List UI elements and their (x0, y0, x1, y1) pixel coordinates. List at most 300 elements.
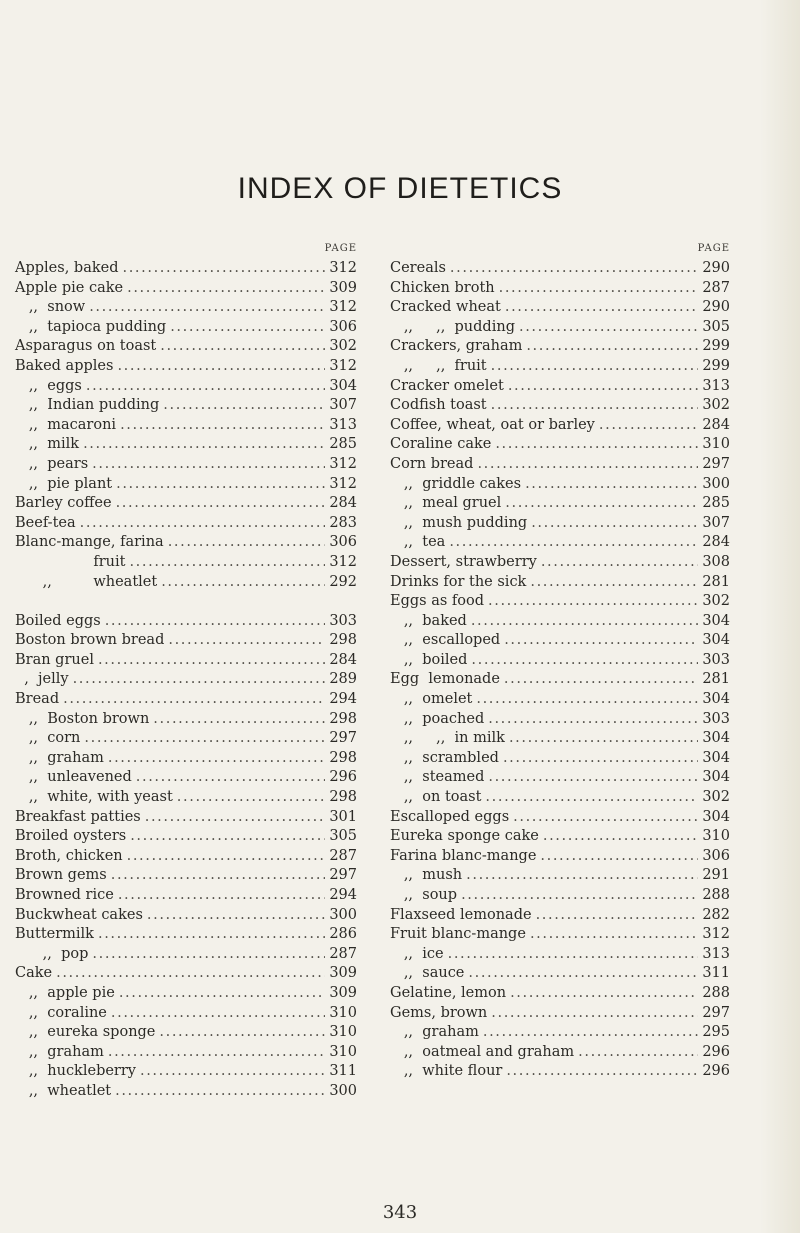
entry-page-number: 304 (702, 691, 730, 708)
index-entry (15, 690, 357, 710)
index-entry (15, 1043, 357, 1063)
dot-leader (84, 729, 325, 749)
index-entry (390, 964, 730, 984)
entry-page-number: 284 (702, 534, 730, 551)
entry-page-number: 310 (329, 1004, 357, 1021)
entry-page-number: 310 (702, 436, 730, 453)
entry-page-number: 284 (329, 495, 357, 512)
index-entry (15, 318, 357, 338)
entry-label: Eggs as food (390, 593, 485, 610)
index-entry (390, 494, 730, 514)
entry-page-number: 297 (702, 1004, 730, 1021)
index-entry (390, 1004, 730, 1024)
entry-page-number: 296 (702, 1043, 730, 1060)
entry-label: Crackers, graham (390, 338, 523, 355)
entry-page-number: 301 (329, 808, 357, 825)
index-entry (390, 945, 730, 965)
dot-leader (504, 631, 698, 651)
page-column-header: PAGE (324, 243, 357, 254)
entry-page-number: 300 (329, 1082, 357, 1099)
index-entry (15, 670, 357, 690)
index-entry (15, 435, 357, 455)
entry-page-number: 281 (702, 573, 730, 590)
dot-leader (471, 651, 698, 671)
dot-leader (530, 573, 698, 593)
entry-label: ,, oatmeal and graham (390, 1043, 575, 1060)
entry-label: Coffee, wheat, oat or barley (390, 416, 595, 433)
dot-leader (147, 906, 325, 926)
dot-leader (83, 435, 325, 455)
entry-page-number: 288 (702, 984, 730, 1001)
entry-label: Gelatine, lemon (390, 984, 507, 1001)
dot-leader (504, 670, 698, 690)
entry-page-number: 287 (702, 279, 730, 296)
index-entry (390, 651, 730, 671)
entry-page-number: 302 (329, 338, 357, 355)
entry-label: Boiled eggs (15, 612, 101, 629)
entry-page-number: 304 (702, 612, 730, 629)
entry-page-number: 305 (329, 828, 357, 845)
dot-leader (117, 357, 325, 377)
entry-page-number: 312 (329, 357, 357, 374)
dot-leader (140, 1062, 325, 1082)
entry-label: ,, eggs (15, 377, 82, 394)
index-entry (15, 494, 357, 514)
dot-leader (108, 1043, 325, 1063)
entry-label: Corn bread (390, 455, 474, 472)
index-entry (390, 592, 730, 612)
dot-leader (98, 651, 325, 671)
index-entry (15, 768, 357, 788)
index-entry (15, 514, 357, 534)
index-entry (15, 964, 357, 984)
entry-page-number: 303 (702, 710, 730, 727)
entry-label: ,, macaroni (15, 416, 117, 433)
dot-leader (513, 808, 698, 828)
entry-label: ,, pears (15, 455, 89, 472)
entry-label: ,, boiled (390, 651, 468, 668)
entry-page-number: 298 (329, 632, 357, 649)
index-entry (15, 553, 357, 573)
index-entry (390, 886, 730, 906)
dot-leader (105, 612, 326, 632)
entry-page-number: 287 (329, 847, 357, 864)
entry-label: Cracked wheat (390, 299, 501, 316)
entry-page-number: 304 (702, 769, 730, 786)
entry-label: ,, ,, pudding (390, 318, 515, 335)
dot-leader (80, 514, 326, 534)
entry-label: Apples, baked (15, 260, 119, 276)
entry-page-number: 306 (329, 534, 357, 551)
entry-label: Barley coffee (15, 495, 112, 512)
dot-leader (466, 866, 698, 886)
entry-label: ,, white, with yeast (15, 789, 173, 806)
entry-label: ,, tapioca pudding (15, 318, 167, 335)
index-entry (15, 631, 357, 651)
index-entry (390, 1043, 730, 1063)
entry-page-number: 284 (702, 416, 730, 433)
entry-page-number: 302 (702, 593, 730, 610)
index-entry (390, 298, 730, 318)
dot-leader (510, 984, 698, 1004)
index-column-right (390, 243, 730, 1082)
dot-leader (530, 925, 698, 945)
index-entry (15, 788, 357, 808)
index-entry (15, 298, 357, 318)
index-entry (390, 788, 730, 808)
index-entry (390, 690, 730, 710)
dot-leader (508, 377, 699, 397)
dot-leader (491, 396, 699, 416)
entry-page-number: 312 (329, 299, 357, 316)
dot-leader (468, 964, 698, 984)
dot-leader (526, 337, 698, 357)
entry-label: Cake (15, 965, 53, 982)
entry-page-number: 285 (329, 436, 357, 453)
index-entry (390, 749, 730, 769)
entry-page-number: 304 (702, 808, 730, 825)
dot-leader (145, 808, 326, 828)
entry-label: ,, white flour (390, 1063, 503, 1080)
entry-page-number: 310 (329, 1024, 357, 1041)
index-entry (15, 1062, 357, 1082)
entry-label: Flaxseed lemonade (390, 906, 532, 923)
entry-label: Cereals (390, 260, 446, 276)
dot-leader (491, 1004, 698, 1024)
entry-page-number: 290 (702, 260, 730, 276)
entry-label: Beef-tea (15, 514, 76, 531)
dot-leader (505, 494, 698, 514)
dot-leader (531, 514, 698, 534)
dot-leader (503, 749, 698, 769)
entry-page-number: 308 (702, 553, 730, 570)
entry-page-number: 298 (329, 789, 357, 806)
entry-label: Drinks for the sick (390, 573, 527, 590)
entry-page-number: 298 (329, 710, 357, 727)
dot-leader (540, 847, 698, 867)
dot-leader (491, 357, 699, 377)
index-entry (390, 475, 730, 495)
entry-label: ,, coraline (15, 1004, 107, 1021)
dot-leader (116, 494, 326, 514)
entry-page-number: 304 (702, 632, 730, 649)
dot-leader (168, 533, 326, 553)
dot-leader (63, 690, 325, 710)
entry-label: Apple pie cake (15, 279, 124, 296)
entry-label: , jelly (15, 671, 69, 688)
entry-label: Egg lemonade (390, 671, 500, 688)
dot-leader (159, 1023, 325, 1043)
entry-page-number: 299 (702, 357, 730, 374)
index-entry (390, 768, 730, 788)
index-entry (15, 1082, 357, 1102)
dot-leader (477, 455, 698, 475)
index-entry (390, 847, 730, 867)
dot-leader (127, 847, 326, 867)
entry-page-number: 297 (329, 730, 357, 747)
entry-label: ,, eureka sponge (15, 1024, 156, 1041)
index-entry (390, 533, 730, 553)
entry-page-number: 309 (329, 279, 357, 296)
entry-page-number: 297 (329, 867, 357, 884)
entry-page-number: 312 (329, 260, 357, 276)
entry-label: ,, mush pudding (390, 514, 528, 531)
entry-page-number: 312 (329, 553, 357, 570)
index-entry (390, 553, 730, 573)
entry-page-number: 309 (329, 965, 357, 982)
entry-label: Chicken broth (390, 279, 495, 296)
entry-label: ,, graham (15, 1043, 104, 1060)
entry-label: ,, meal gruel (390, 495, 502, 512)
index-entry (390, 866, 730, 886)
entry-label: ,, snow (15, 299, 86, 316)
index-entry-list (15, 259, 357, 1102)
entry-page-number: 303 (702, 651, 730, 668)
index-entry (390, 396, 730, 416)
dot-leader (111, 866, 326, 886)
index-entry (390, 514, 730, 534)
dot-leader (168, 631, 325, 651)
index-entry (15, 612, 357, 632)
entry-label: Browned rice (15, 887, 114, 903)
dot-leader (136, 768, 326, 788)
dot-leader (89, 298, 325, 318)
index-entry (390, 337, 730, 357)
index-entry (390, 631, 730, 651)
entry-page-number: 283 (329, 514, 357, 531)
index-entry (15, 827, 357, 847)
entry-label: Baked apples (15, 357, 114, 374)
entry-page-number: 285 (702, 495, 730, 512)
dot-leader (485, 788, 698, 808)
index-entry (390, 925, 730, 945)
entry-page-number: 296 (702, 1063, 730, 1080)
entry-label: Asparagus on toast (15, 338, 157, 355)
entry-label: ,, omelet (390, 691, 473, 708)
index-entry (15, 416, 357, 436)
entry-page-number: 284 (329, 651, 357, 668)
index-entry (390, 259, 730, 279)
index-entry (15, 259, 357, 279)
dot-leader (130, 827, 325, 847)
dot-leader (120, 416, 325, 436)
index-entry (15, 710, 357, 730)
dot-leader (488, 768, 698, 788)
index-entry (390, 455, 730, 475)
entry-page-number: 297 (702, 455, 730, 472)
entry-label: ,, ice (390, 945, 444, 962)
entry-label: ,, apple pie (15, 984, 115, 1001)
dot-leader (116, 475, 325, 495)
dot-leader (161, 573, 325, 593)
entry-page-number: 313 (329, 416, 357, 433)
index-entry (15, 377, 357, 397)
entry-page-number: 300 (702, 475, 730, 492)
entry-page-number: 294 (329, 887, 357, 903)
entry-label: ,, wheatlet (15, 1082, 112, 1099)
dot-leader (488, 710, 698, 730)
entry-label: ,, Boston brown (15, 710, 150, 727)
entry-label: ,, graham (15, 749, 104, 766)
entry-label: Gems, brown (390, 1004, 488, 1021)
dot-leader (160, 337, 325, 357)
entry-label: Boston brown bread (15, 632, 165, 649)
entry-page-number: 291 (702, 867, 730, 884)
entry-page-number: 306 (702, 847, 730, 864)
entry-label: Cracker omelet (390, 377, 504, 394)
entry-label: ,, baked (390, 612, 467, 629)
entry-page-number: 313 (702, 945, 730, 962)
entry-label: Farina blanc-mange (390, 847, 537, 864)
entry-label: Dessert, strawberry (390, 553, 537, 570)
index-entry (15, 1004, 357, 1024)
page-column-header: PAGE (697, 243, 730, 254)
entry-label: ,, milk (15, 436, 80, 453)
index-entry (390, 1023, 730, 1043)
entry-page-number: 282 (702, 906, 730, 923)
entry-page-number: 311 (702, 965, 730, 982)
entry-label: ,, Indian pudding (15, 397, 160, 414)
entry-label: Bran gruel (15, 651, 94, 668)
dot-leader (170, 318, 325, 338)
entry-label: ,, on toast (390, 789, 482, 806)
index-entry (390, 808, 730, 828)
index-entry (390, 318, 730, 338)
entry-label: Codfish toast (390, 397, 487, 414)
entry-page-number: 305 (702, 318, 730, 335)
dot-leader (111, 1004, 325, 1024)
entry-label: ,, sauce (390, 965, 465, 982)
dot-leader (578, 1043, 698, 1063)
entry-label: ,, soup (390, 887, 458, 903)
dot-leader (495, 435, 698, 455)
index-entry (15, 886, 357, 906)
entry-page-number: 288 (702, 887, 730, 903)
entry-label: ,, griddle cakes (390, 475, 522, 492)
dot-leader (519, 318, 698, 338)
entry-label: ,, huckleberry (15, 1063, 136, 1080)
entry-label: Broiled oysters (15, 828, 127, 845)
index-entry (390, 906, 730, 926)
index-entry (15, 906, 357, 926)
index-entry (15, 651, 357, 671)
entry-label: Broth, chicken (15, 847, 123, 864)
dot-leader (461, 886, 698, 906)
index-entry (390, 984, 730, 1004)
page-title: INDEX OF DIETETICS (237, 172, 563, 205)
entry-page-number: 303 (329, 612, 357, 629)
index-entry (15, 357, 357, 377)
dot-leader (499, 279, 699, 299)
entry-page-number: 304 (702, 730, 730, 747)
index-entry (15, 337, 357, 357)
entry-label: ,, pie plant (15, 475, 113, 492)
dot-leader (129, 553, 325, 573)
entry-label: Fruit blanc-mange (390, 926, 526, 943)
entry-label: Eureka sponge cake (390, 828, 539, 845)
entry-label: ,, tea (390, 534, 446, 551)
dot-leader (476, 690, 698, 710)
index-entry (15, 808, 357, 828)
dot-leader (536, 906, 699, 926)
entry-page-number: 312 (329, 455, 357, 472)
dot-leader (92, 945, 325, 965)
dot-leader (488, 592, 698, 612)
index-entry (390, 827, 730, 847)
index-entry (390, 573, 730, 593)
index-entry-list (390, 259, 730, 1082)
dot-leader (177, 788, 326, 808)
dot-leader (115, 1082, 325, 1102)
entry-label: ,, escalloped (390, 632, 501, 649)
entry-label: ,, ,, fruit (390, 357, 487, 374)
entry-label: ,, ,, in milk (390, 730, 505, 747)
entry-page-number: 298 (329, 749, 357, 766)
entry-page-number: 295 (702, 1024, 730, 1041)
index-entry (15, 1023, 357, 1043)
index-entry (15, 573, 357, 593)
index-entry (15, 455, 357, 475)
entry-label: Bread (15, 691, 60, 708)
entry-page-number: 299 (702, 338, 730, 355)
index-entry (390, 612, 730, 632)
dot-leader (525, 475, 698, 495)
index-entry (390, 729, 730, 749)
entry-page-number: 304 (329, 377, 357, 394)
entry-page-number: 281 (702, 671, 730, 688)
index-entry (390, 1062, 730, 1082)
dot-leader (483, 1023, 698, 1043)
dot-leader (505, 298, 698, 318)
entry-label: ,, graham (390, 1024, 479, 1041)
dot-leader (98, 925, 325, 945)
entry-label: Breakfast patties (15, 808, 141, 825)
dot-leader (448, 945, 699, 965)
entry-page-number: 310 (329, 1043, 357, 1060)
index-entry (15, 533, 357, 553)
entry-page-number: 290 (702, 299, 730, 316)
index-entry (15, 592, 357, 612)
entry-page-number: 302 (702, 397, 730, 414)
index-entry (15, 847, 357, 867)
index-entry (15, 945, 357, 965)
dot-leader (119, 984, 326, 1004)
entry-page-number: 286 (329, 926, 357, 943)
index-entry (15, 279, 357, 299)
index-entry (390, 377, 730, 397)
entry-page-number: 311 (329, 1063, 357, 1080)
entry-page-number: 300 (329, 906, 357, 923)
entry-page-number: 312 (329, 475, 357, 492)
dot-leader (56, 964, 325, 984)
entry-page-number: 289 (329, 671, 357, 688)
entry-page-number: 296 (329, 769, 357, 786)
entry-label: ,, poached (390, 710, 485, 727)
index-entry (390, 279, 730, 299)
entry-label: fruit (15, 553, 126, 570)
entry-label: ,, scrambled (390, 749, 499, 766)
dot-leader (73, 670, 326, 690)
dot-leader (127, 279, 325, 299)
dot-leader (163, 396, 325, 416)
dot-leader (118, 886, 326, 906)
entry-page-number: 304 (702, 749, 730, 766)
index-entry (390, 435, 730, 455)
entry-page-number: 307 (329, 397, 357, 414)
entry-label: ,, pop (15, 945, 89, 962)
entry-page-number: 310 (702, 828, 730, 845)
dot-leader (541, 553, 698, 573)
